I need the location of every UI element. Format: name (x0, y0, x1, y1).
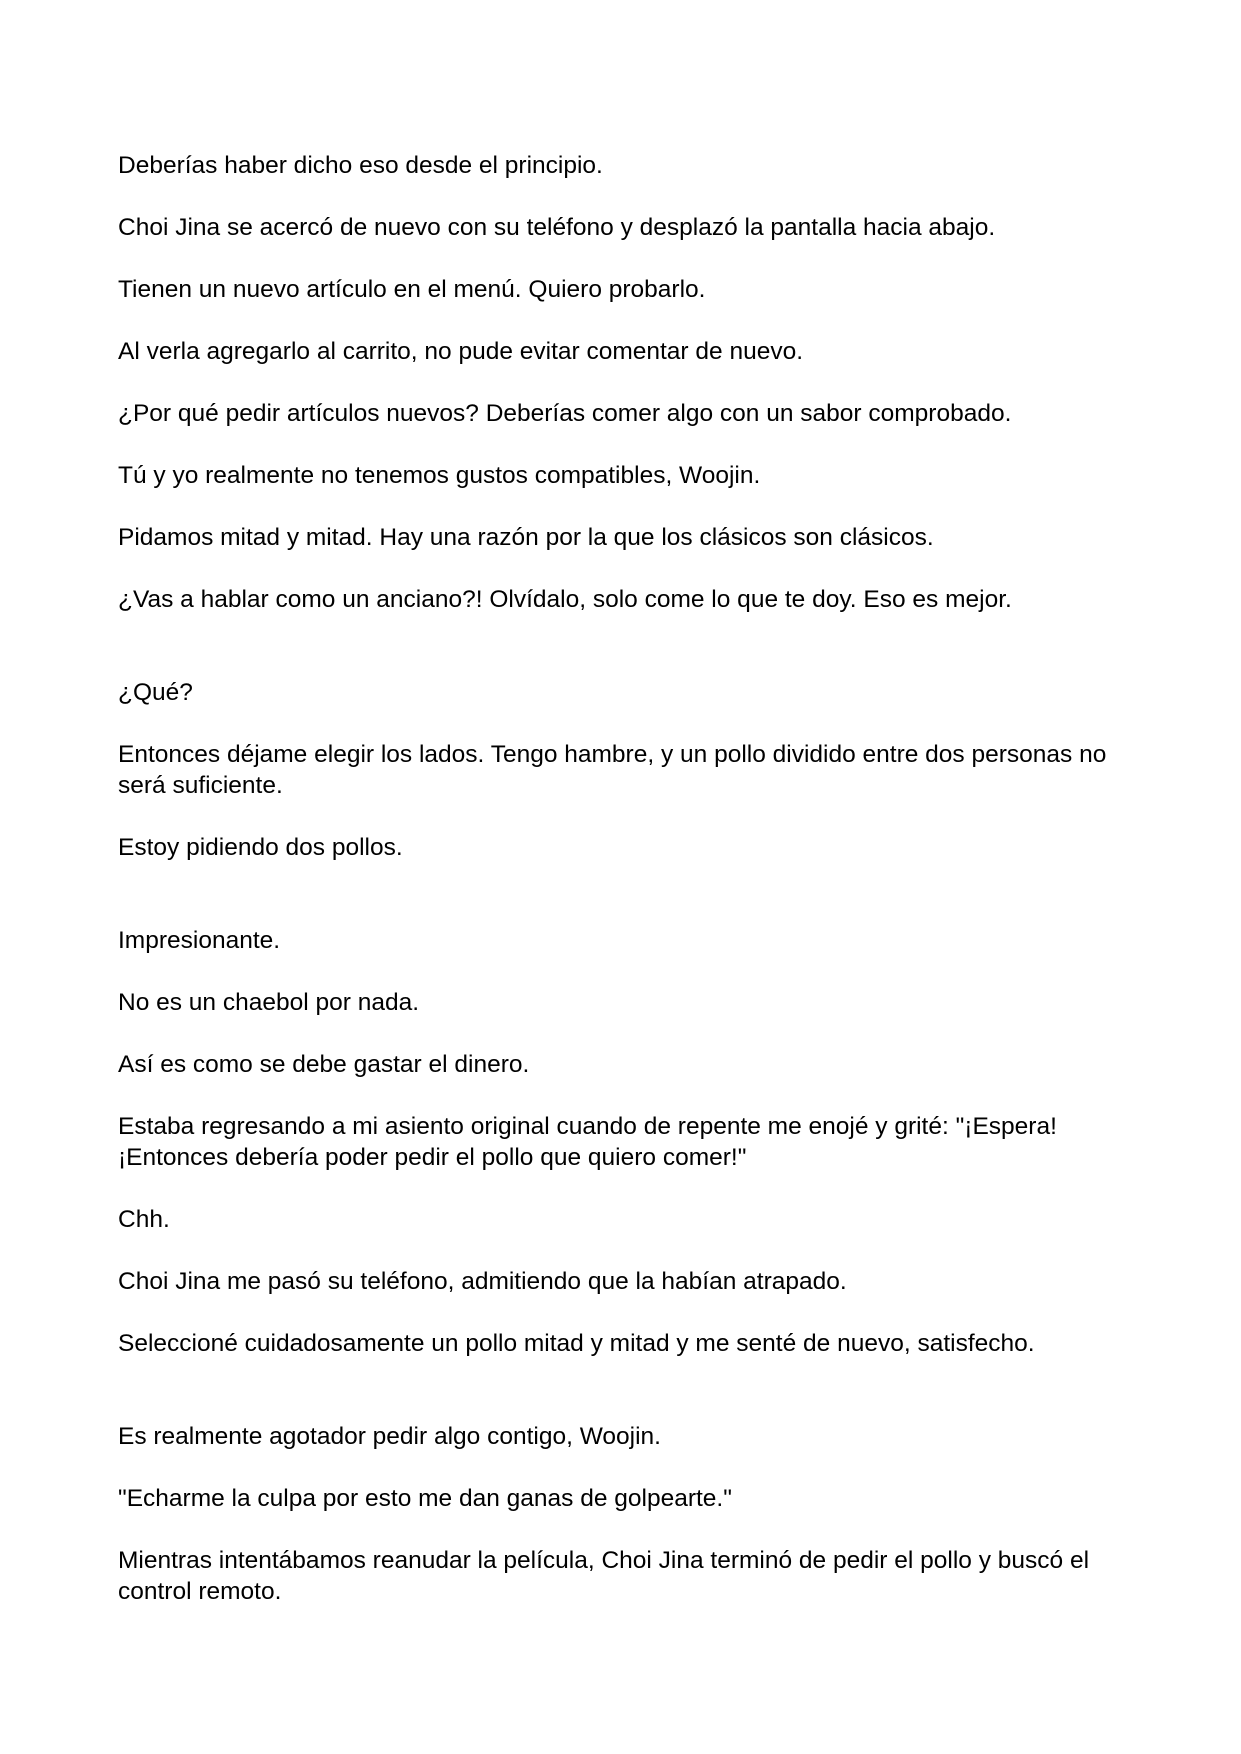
paragraph: Es realmente agotador pedir algo contigo, Woojin. (118, 1423, 661, 1450)
paragraph: Estoy pidiendo dos pollos. (118, 834, 403, 861)
paragraph: "Echarme la culpa por esto me dan ganas de golpearte." (118, 1485, 732, 1512)
paragraph: Así es como se debe gastar el dinero. (118, 1051, 530, 1078)
paragraph: Tienen un nuevo artículo en el menú. Quiero probarlo. (118, 276, 706, 303)
paragraph: Pidamos mitad y mitad. Hay una razón por la que los clásicos son clásicos. (118, 524, 934, 551)
paragraph: Tú y yo realmente no tenemos gustos compatibles, Woojin. (118, 462, 761, 489)
paragraph: ¿Qué? (118, 679, 193, 706)
paragraph: Mientras intentábamos reanudar la película, Choi Jina terminó de pedir el pollo y buscó el control remoto. (118, 1547, 1090, 1605)
paragraph: Deberías haber dicho eso desde el principio. (118, 152, 603, 179)
paragraph: Entonces déjame elegir los lados. Tengo hambre, y un pollo dividido entre dos personas no será suficiente. (118, 741, 1107, 799)
paragraph: ¿Por qué pedir artículos nuevos? Deberías comer algo con un sabor comprobado. (118, 400, 1012, 427)
paragraph: No es un chaebol por nada. (118, 989, 420, 1016)
paragraph: ¿Vas a hablar como un anciano?! Olvídalo, solo come lo que te doy. Eso es mejor. (118, 586, 1012, 613)
paragraph: Seleccioné cuidadosamente un pollo mitad y mitad y me senté de nuevo, satisfecho. (118, 1330, 1035, 1357)
paragraph: Choi Jina se acercó de nuevo con su teléfono y desplazó la pantalla hacia abajo. (118, 214, 996, 241)
paragraph: Chh. (118, 1206, 170, 1233)
paragraph: Al verla agregarlo al carrito, no pude evitar comentar de nuevo. (118, 338, 804, 365)
paragraph: Choi Jina me pasó su teléfono, admitiendo que la habían atrapado. (118, 1268, 847, 1295)
paragraph: Estaba regresando a mi asiento original cuando de repente me enojé y grité: "¡Espera! ¡Entonces debería poder pedir el pollo que quiero comer!" (118, 1113, 1057, 1171)
paragraph: Impresionante. (118, 927, 281, 954)
